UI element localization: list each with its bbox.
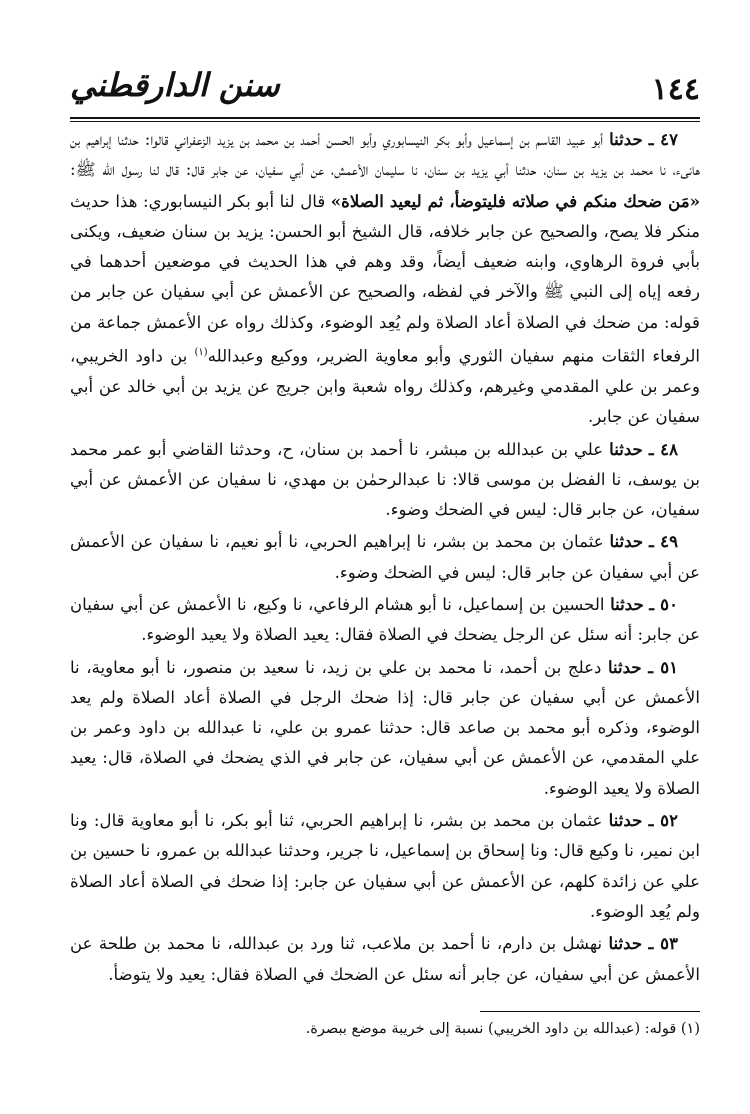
hadith-text: الحسين بن إسماعيل، نا أبو هشام الرفاعي، نا وكيع، نا الأعمش عن أبي سفيان عن جابر: أنه سئل عن الرجل يضحك في الصلاة فقال: يعيد الصلاة ولا يعيد الوضوء. bbox=[70, 594, 700, 645]
hadith-entry-52 bbox=[70, 805, 700, 927]
hadith-text: دعلج بن أحمد، نا محمد بن علي بن زيد، نا سعيد بن منصور، نا أبو معاوية، نا الأعمش عن أبي سفيان عن جابر قال: إذا ضحك الرجل في الصلاة أعاد الصلاة ولم يعد الوضوء، وذكره أبو محمد بن صاعد قال: حدثنا عمرو بن علي، نا عبدالله بن داود وعمر بن علي المقدمي، عن الأعمش عن أبي سفيان، عن جابر في الذي يضحك في الصلاة، قال: يعيد الصلاة ولا يعيد الوضوء. bbox=[70, 657, 700, 798]
footnote bbox=[70, 1017, 700, 1041]
hadith-entry-49 bbox=[70, 526, 700, 588]
hadith-entry-51 bbox=[70, 652, 700, 804]
footnote-number: (١) bbox=[680, 1021, 700, 1037]
hadith-opener: حدثنا bbox=[608, 933, 643, 954]
hadith-text: نهشل بن دارم، نا أحمد بن ملاعب، ثنا ورد بن عبدالله، نا محمد بن طلحة عن الأعمش عن أبي سفيان، عن جابر أنه سئل عن الضحك في الصلاة فقال: يعيد ولا يتوضأ. bbox=[70, 934, 700, 984]
hadith-opener: حدثنا bbox=[608, 810, 643, 831]
hadith-entry-50 bbox=[70, 589, 700, 651]
hadith-entry-48 bbox=[70, 434, 700, 526]
book-title: سنن الدارقطني bbox=[70, 66, 280, 104]
header-rule bbox=[70, 117, 700, 119]
hadith-number: ٥٠ ـ bbox=[649, 593, 678, 614]
hadith-opener: حدثنا bbox=[607, 656, 642, 677]
header-rule-thin bbox=[70, 121, 700, 122]
hadith-text: عثمان بن محمد بن بشر، نا إبراهيم الحربي، ثنا أبو بكر، نا أبو معاوية قال: ونا ابن نمير، نا وكيع قال: ونا إسحاق بن إسماعيل، نا جرير، وحدثنا عبدالله بن عمرو، نا حسين بن علي عن زائدة كلهم، عن الأعمش عن أبي سفيان عن جابر: إذا ضحك في الصلاة أعاد الصلاة ولم يُعِد الوضوء. bbox=[70, 811, 700, 921]
hadith-number: ٤٩ ـ bbox=[648, 531, 678, 552]
footnote-mark: (١) bbox=[194, 347, 208, 359]
hadith-text: أبو عبيد القاسم بن إسماعيل وأبو بكر النيسابوري وأبو الحسن أحمد بن محمد بن يزيد الزعفراني قالوا: حدثنا إبراهيم بن هانىء، نا محمد بن يزيد بن سنان، حدثنا أبي يزيد بن سنان، نا سليمان الأعمش، عن أبي سفيان، عن جابر قال: قال لنا رسول الله ﷺ: bbox=[70, 130, 700, 180]
footnote-rule bbox=[480, 1011, 700, 1012]
footnote-text: قوله: (عبدالله بن داود الخريبي) نسبة إلى خريبة موضع ببصرة. bbox=[305, 1021, 677, 1037]
hadith-text: علي بن عبدالله بن مبشر، نا أحمد بن سنان، ح، وحدثنا القاضي أبو عمر محمد بن يوسف، نا الفضل بن موسى قالا: نا عبدالرحمٰن بن مهدي، نا سفيان عن الأعمش عن أبي سفيان، عن جابر قال: ليس في الضحك وضوء. bbox=[70, 439, 700, 520]
hadith-text-end: بن داود الخريبي، وعمر بن علي المقدمي وغيرهم، وكذلك رواه شعبة وابن جريج عن يزيد بن أبي خالد عن أبي سفيان عن جابر. bbox=[70, 346, 700, 427]
hadith-text-body bbox=[70, 124, 700, 991]
hadith-number: ٤٨ ـ bbox=[648, 438, 678, 459]
hadith-quote: «مَن ضحك منكم في صلاته فليتوضأ، ثم ليعيد الصلاة» bbox=[330, 190, 700, 211]
hadith-number: ٥١ ـ bbox=[648, 656, 679, 677]
hadith-opener: حدثنا bbox=[609, 531, 644, 552]
hadith-opener: حدثنا bbox=[610, 593, 644, 614]
hadith-number: ٥٣ ـ bbox=[648, 933, 678, 954]
hadith-text-cont: قال لنا أبو بكر النيسابوري: هذا حديث منكر فلا يصح، والصحيح عن جابر خلافه، قال الشيخ أبو الحسن: يزيد بن سنان ضعيف، ويكنى بأبي فروة الرهاوي، وابنه ضعيف أيضاً، وقد وهم في هذا الحديث في موضعين أحدهما في رفعه إياه إلى النبي ﷺ والآخر في لفظه، والصحيح عن الأعمش عن أبي سفيان عن جابر من قوله: من ضحك في الصلاة أعاد الصلاة ولم يُعِد الوضوء، وكذلك رواه عن الأعمش جماعة من الرفعاء الثقات منهم سفيان الثوري وأبو معاوية الضرير، ووكيع وعبدالله bbox=[70, 191, 700, 366]
hadith-entry-53 bbox=[70, 928, 700, 990]
page-header bbox=[70, 64, 700, 114]
hadith-number: ٥٢ ـ bbox=[648, 810, 678, 831]
hadith-opener: حدثنا bbox=[609, 438, 643, 459]
page-number: ١٤٤ bbox=[651, 72, 700, 107]
hadith-text: عثمان بن محمد بن بشر، نا إبراهيم الحربي، نا أبو نعيم، نا سفيان عن الأعمش عن أبي سفيان عن جابر قال: ليس في الضحك وضوء. bbox=[70, 532, 700, 582]
hadith-number: ٤٧ ـ bbox=[648, 129, 678, 149]
hadith-opener: حدثنا bbox=[609, 129, 643, 149]
hadith-entry-47 bbox=[70, 124, 700, 433]
